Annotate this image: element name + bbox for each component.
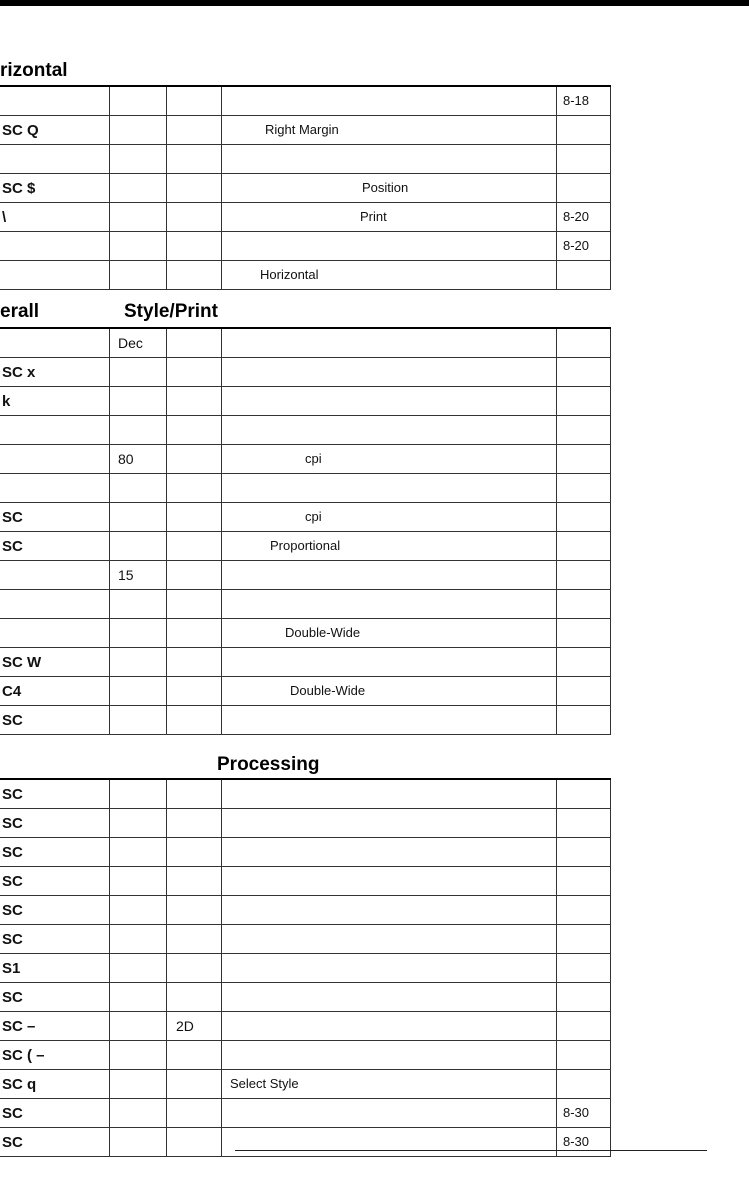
- column-divider: [221, 925, 222, 953]
- table-row: [0, 232, 611, 261]
- column-divider: [221, 561, 222, 589]
- column-divider: [221, 174, 222, 202]
- column-divider: [166, 677, 167, 705]
- column-divider: [556, 203, 557, 231]
- column-divider: [221, 867, 222, 895]
- command-cell: SC: [2, 1134, 23, 1151]
- column-divider: [166, 358, 167, 386]
- hex-cell: 2D: [176, 1018, 194, 1034]
- command-cell: SC: [2, 931, 23, 948]
- column-divider: [221, 619, 222, 647]
- table-row: [0, 358, 611, 387]
- command-cell: SC W: [2, 654, 42, 671]
- column-divider: [556, 87, 557, 115]
- function-cell: cpi: [305, 509, 322, 524]
- column-divider: [610, 1041, 611, 1069]
- column-divider: [109, 1070, 110, 1098]
- column-divider: [109, 925, 110, 953]
- column-divider: [109, 503, 110, 531]
- column-divider: [221, 1012, 222, 1040]
- section-heading-overall: erall: [0, 301, 40, 322]
- function-cell: Select Style: [230, 1076, 299, 1091]
- column-divider: [109, 174, 110, 202]
- column-divider: [556, 445, 557, 473]
- top-rule: [0, 0, 749, 6]
- column-divider: [610, 474, 611, 502]
- column-divider: [556, 1012, 557, 1040]
- column-divider: [166, 261, 167, 289]
- column-divider: [109, 203, 110, 231]
- column-divider: [166, 387, 167, 415]
- command-cell: \: [2, 209, 7, 226]
- command-cell: SC –: [2, 1018, 36, 1035]
- table-row: [0, 809, 611, 838]
- command-cell: SC $: [2, 180, 36, 197]
- column-divider: [109, 329, 110, 357]
- column-divider: [610, 416, 611, 444]
- column-divider: [221, 261, 222, 289]
- column-divider: [166, 954, 167, 982]
- column-divider: [610, 145, 611, 173]
- table-row: [0, 1070, 611, 1099]
- table-row: [0, 983, 611, 1012]
- horizontal-table: [0, 85, 611, 290]
- column-divider: [610, 329, 611, 357]
- column-divider: [221, 780, 222, 808]
- table-row: [0, 590, 611, 619]
- table-row: [0, 1128, 611, 1157]
- table-row: [0, 387, 611, 416]
- column-divider: [221, 648, 222, 676]
- column-divider: [166, 174, 167, 202]
- column-divider: [221, 329, 222, 357]
- column-divider: [556, 983, 557, 1011]
- column-divider: [109, 954, 110, 982]
- function-cell: Proportional: [270, 538, 341, 553]
- column-divider: [221, 87, 222, 115]
- bottom-rule: [235, 1150, 707, 1151]
- column-divider: [166, 809, 167, 837]
- column-divider: [221, 677, 222, 705]
- column-divider: [221, 838, 222, 866]
- column-divider: [109, 561, 110, 589]
- column-divider: [556, 561, 557, 589]
- column-divider: [109, 896, 110, 924]
- command-cell: S1: [2, 960, 21, 977]
- command-cell: SC: [2, 509, 23, 526]
- table-row: [0, 778, 611, 809]
- table-row: [0, 1041, 611, 1070]
- column-divider: [166, 532, 167, 560]
- column-divider: [556, 174, 557, 202]
- column-divider: [610, 203, 611, 231]
- column-divider: [109, 387, 110, 415]
- column-divider: [610, 1099, 611, 1127]
- column-divider: [610, 387, 611, 415]
- column-divider: [610, 648, 611, 676]
- column-divider: [610, 867, 611, 895]
- column-divider: [556, 1099, 557, 1127]
- command-cell: k: [2, 393, 11, 410]
- command-cell: SC q: [2, 1076, 37, 1093]
- column-divider: [610, 561, 611, 589]
- table-row: [0, 85, 611, 116]
- column-divider: [556, 232, 557, 260]
- column-divider: [109, 416, 110, 444]
- column-divider: [610, 677, 611, 705]
- column-divider: [109, 232, 110, 260]
- table-row: [0, 474, 611, 503]
- column-divider: [610, 1012, 611, 1040]
- column-divider: [221, 532, 222, 560]
- column-divider: [556, 648, 557, 676]
- column-divider: [221, 203, 222, 231]
- page-cell: 8-20: [563, 238, 590, 253]
- column-divider: [166, 503, 167, 531]
- column-divider: [221, 503, 222, 531]
- table-row: [0, 145, 611, 174]
- column-divider: [556, 1041, 557, 1069]
- command-cell: C4: [2, 683, 22, 700]
- column-divider: [166, 416, 167, 444]
- column-divider: [221, 387, 222, 415]
- column-divider: [221, 590, 222, 618]
- table-row: [0, 561, 611, 590]
- column-divider: [166, 1128, 167, 1156]
- column-divider: [556, 1070, 557, 1098]
- column-divider: [109, 474, 110, 502]
- page-cell: 8-18: [563, 93, 590, 108]
- table-row: [0, 261, 611, 290]
- command-cell: SC: [2, 902, 23, 919]
- column-divider: [610, 780, 611, 808]
- column-divider: [166, 619, 167, 647]
- column-divider: [610, 445, 611, 473]
- column-divider: [556, 532, 557, 560]
- table-row: [0, 1012, 611, 1041]
- column-divider: [109, 809, 110, 837]
- column-divider: [166, 1012, 167, 1040]
- command-cell: SC: [2, 844, 23, 861]
- column-divider: [221, 1128, 222, 1156]
- decimal-cell: 80: [118, 451, 134, 467]
- section-heading-horizontal: rizontal: [0, 60, 68, 81]
- column-divider: [166, 706, 167, 734]
- column-divider: [166, 838, 167, 866]
- column-divider: [221, 474, 222, 502]
- column-divider: [221, 1041, 222, 1069]
- column-divider: [109, 677, 110, 705]
- table-row: [0, 954, 611, 983]
- column-divider: [166, 925, 167, 953]
- command-cell: SC x: [2, 364, 36, 381]
- column-divider: [610, 174, 611, 202]
- function-cell: Double-Wide: [290, 683, 366, 698]
- table-row: [0, 867, 611, 896]
- column-divider: [610, 532, 611, 560]
- column-divider: [610, 925, 611, 953]
- function-cell: Print: [360, 209, 387, 224]
- column-divider: [610, 116, 611, 144]
- column-divider: [109, 532, 110, 560]
- column-divider: [166, 329, 167, 357]
- command-cell: SC: [2, 1105, 23, 1122]
- column-divider: [610, 1070, 611, 1098]
- column-divider: [109, 261, 110, 289]
- table-row: [0, 838, 611, 867]
- column-divider: [109, 1128, 110, 1156]
- decimal-cell: 15: [118, 567, 134, 583]
- table-row: [0, 116, 611, 145]
- column-divider: [556, 954, 557, 982]
- column-divider: [556, 416, 557, 444]
- column-divider: [221, 358, 222, 386]
- column-divider: [166, 867, 167, 895]
- column-divider: [610, 809, 611, 837]
- function-cell: cpi: [305, 451, 322, 466]
- column-divider: [109, 838, 110, 866]
- column-divider: [556, 358, 557, 386]
- table-row: [0, 445, 611, 474]
- column-divider: [166, 1041, 167, 1069]
- column-divider: [556, 329, 557, 357]
- function-cell: Horizontal: [260, 267, 319, 282]
- decimal-cell: Dec: [118, 335, 143, 351]
- command-cell: SC: [2, 989, 23, 1006]
- column-divider: [109, 87, 110, 115]
- column-divider: [610, 954, 611, 982]
- command-cell: SC Q: [2, 122, 39, 139]
- table-row: [0, 532, 611, 561]
- column-divider: [109, 706, 110, 734]
- table-row: [0, 416, 611, 445]
- table-row: [0, 203, 611, 232]
- column-divider: [221, 983, 222, 1011]
- page-cell: 8-30: [563, 1105, 590, 1120]
- column-divider: [556, 590, 557, 618]
- column-divider: [610, 706, 611, 734]
- page-cell: 8-20: [563, 209, 590, 224]
- column-divider: [166, 983, 167, 1011]
- column-divider: [556, 780, 557, 808]
- column-divider: [109, 116, 110, 144]
- processing-table: [0, 778, 611, 1157]
- column-divider: [166, 561, 167, 589]
- column-divider: [556, 809, 557, 837]
- column-divider: [109, 358, 110, 386]
- table-row: [0, 619, 611, 648]
- column-divider: [109, 590, 110, 618]
- column-divider: [109, 867, 110, 895]
- column-divider: [221, 232, 222, 260]
- column-divider: [610, 503, 611, 531]
- column-divider: [610, 619, 611, 647]
- column-divider: [166, 232, 167, 260]
- column-divider: [221, 145, 222, 173]
- column-divider: [109, 1099, 110, 1127]
- column-divider: [610, 358, 611, 386]
- column-divider: [166, 145, 167, 173]
- column-divider: [166, 896, 167, 924]
- column-divider: [556, 677, 557, 705]
- command-cell: SC: [2, 786, 23, 803]
- column-divider: [109, 145, 110, 173]
- column-divider: [556, 387, 557, 415]
- column-divider: [556, 261, 557, 289]
- column-divider: [221, 1070, 222, 1098]
- column-divider: [610, 1128, 611, 1156]
- column-divider: [221, 706, 222, 734]
- column-divider: [109, 648, 110, 676]
- column-divider: [556, 838, 557, 866]
- command-cell: SC: [2, 538, 23, 555]
- table-row: [0, 327, 611, 358]
- column-divider: [610, 838, 611, 866]
- column-divider: [221, 954, 222, 982]
- column-divider: [610, 232, 611, 260]
- column-divider: [221, 896, 222, 924]
- column-divider: [166, 116, 167, 144]
- column-divider: [221, 809, 222, 837]
- column-divider: [610, 590, 611, 618]
- table-row: [0, 648, 611, 677]
- column-divider: [610, 983, 611, 1011]
- column-divider: [556, 145, 557, 173]
- function-cell: Right Margin: [265, 122, 339, 137]
- column-divider: [166, 445, 167, 473]
- column-divider: [610, 87, 611, 115]
- section-heading-processing: Processing: [217, 754, 320, 775]
- column-divider: [610, 896, 611, 924]
- column-divider: [556, 706, 557, 734]
- table-row: [0, 1099, 611, 1128]
- column-divider: [166, 780, 167, 808]
- column-divider: [556, 1128, 557, 1156]
- column-divider: [166, 648, 167, 676]
- column-divider: [556, 619, 557, 647]
- column-divider: [221, 1099, 222, 1127]
- column-divider: [166, 203, 167, 231]
- column-divider: [166, 1099, 167, 1127]
- section-heading-style-print: Style/Print: [124, 301, 218, 322]
- table-row: [0, 896, 611, 925]
- column-divider: [166, 87, 167, 115]
- column-divider: [109, 983, 110, 1011]
- column-divider: [556, 867, 557, 895]
- column-divider: [109, 780, 110, 808]
- table-row: [0, 677, 611, 706]
- table-row: [0, 174, 611, 203]
- table-row: [0, 706, 611, 735]
- command-cell: SC: [2, 873, 23, 890]
- column-divider: [109, 445, 110, 473]
- table-row: [0, 503, 611, 532]
- column-divider: [166, 474, 167, 502]
- column-divider: [610, 261, 611, 289]
- column-divider: [556, 925, 557, 953]
- command-cell: SC: [2, 712, 23, 729]
- column-divider: [556, 503, 557, 531]
- command-cell: SC: [2, 815, 23, 832]
- column-divider: [221, 416, 222, 444]
- function-cell: Position: [362, 180, 409, 195]
- table-row: [0, 925, 611, 954]
- command-cell: SC ( –: [2, 1047, 45, 1064]
- column-divider: [221, 116, 222, 144]
- function-cell: Double-Wide: [285, 625, 361, 640]
- style-print-table: [0, 327, 611, 735]
- column-divider: [109, 1041, 110, 1069]
- column-divider: [556, 474, 557, 502]
- column-divider: [166, 1070, 167, 1098]
- column-divider: [556, 896, 557, 924]
- page-cell: 8-30: [563, 1134, 590, 1149]
- column-divider: [556, 116, 557, 144]
- column-divider: [109, 619, 110, 647]
- column-divider: [166, 590, 167, 618]
- column-divider: [109, 1012, 110, 1040]
- column-divider: [221, 445, 222, 473]
